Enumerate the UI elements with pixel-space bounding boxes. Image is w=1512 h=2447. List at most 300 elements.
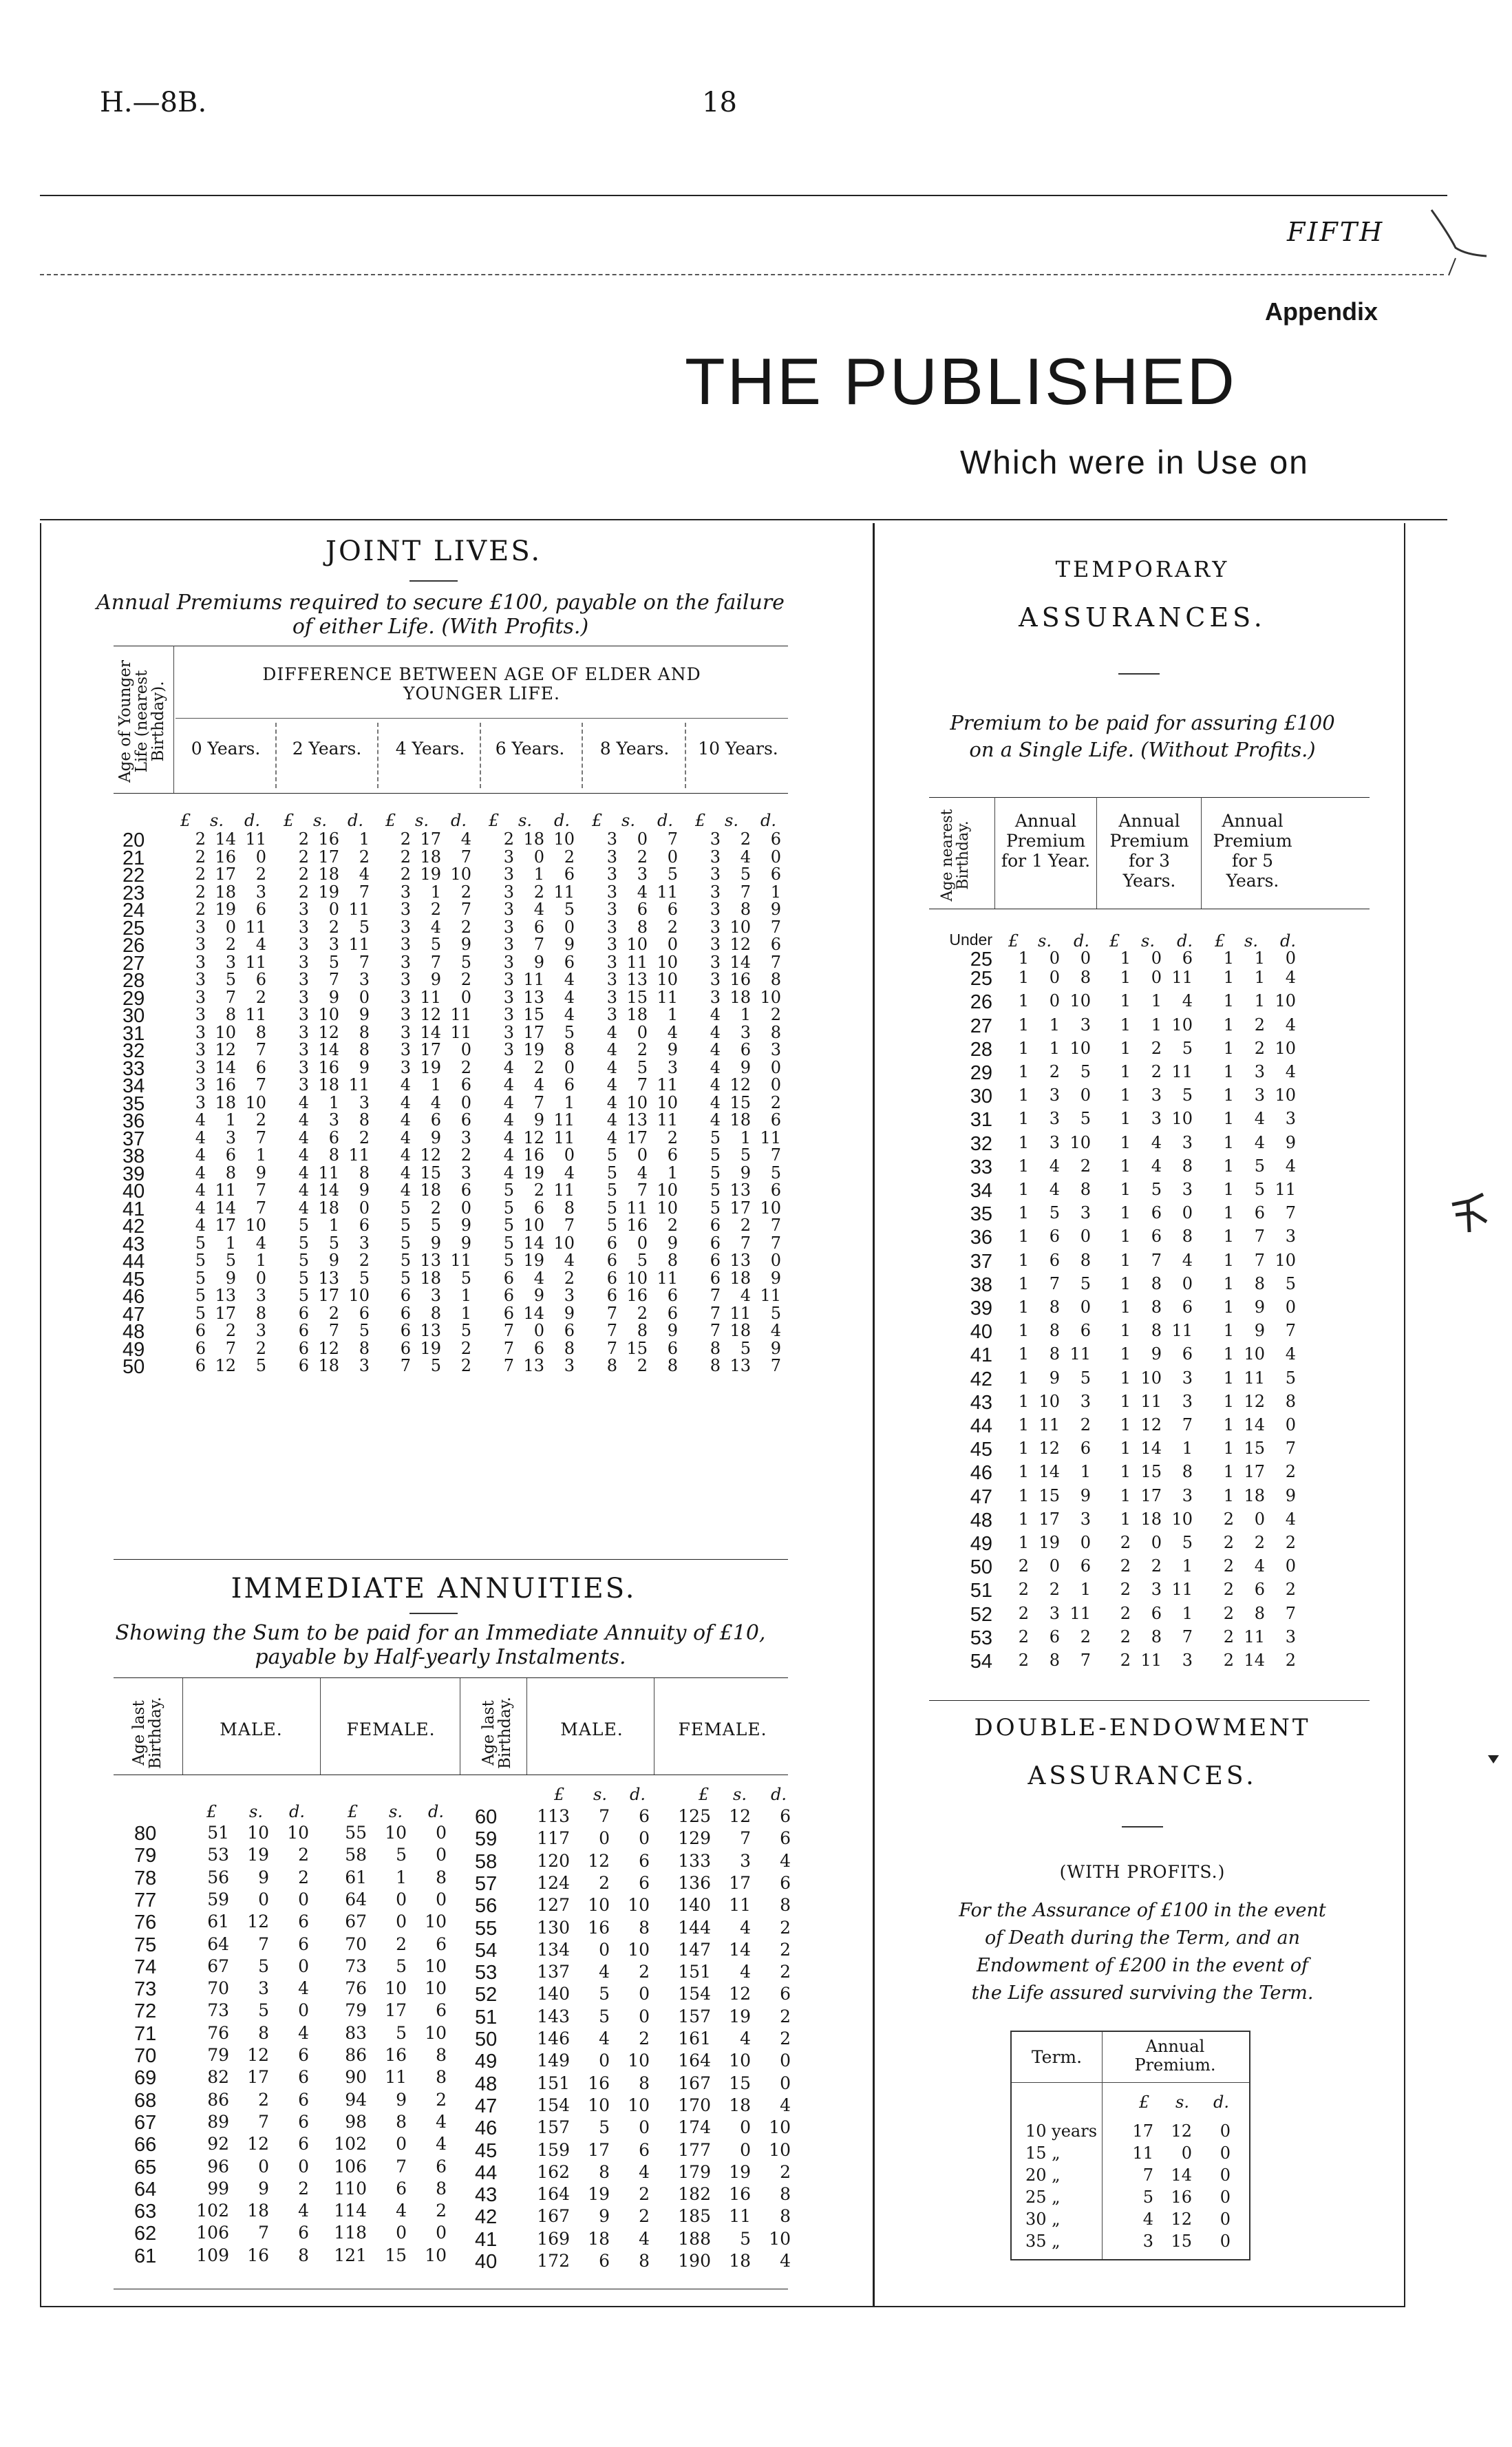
amount-shillings: 12	[247, 1911, 269, 1931]
amount-pounds: 118	[334, 2223, 367, 2243]
amount-shillings: 5	[1254, 1156, 1265, 1176]
amount-pounds: 4	[710, 1040, 721, 1059]
double-term: 15 „	[1025, 2143, 1061, 2163]
amount-shillings: 8	[258, 2023, 269, 2043]
temporary-col-rule	[1201, 797, 1202, 909]
amount-shillings: 7	[740, 1233, 751, 1253]
amount-shillings: 6	[1151, 1203, 1162, 1222]
amount-pence: 4	[780, 2251, 791, 2271]
amount-shillings: 11	[729, 1895, 751, 1915]
amount-pounds: 4	[298, 1110, 309, 1130]
amount-shillings: 6	[1254, 1203, 1265, 1222]
amount-shillings: 7	[637, 1180, 648, 1200]
amount-shillings: 13	[730, 1356, 751, 1375]
amount-pounds: 177	[678, 2140, 711, 2160]
amount-pounds: 1	[1120, 1039, 1131, 1058]
amount-shillings: 5	[396, 1956, 407, 1976]
amount-pounds: 6	[606, 1233, 617, 1253]
unit-pence: d.	[289, 1802, 305, 1821]
right-frame-rule	[1404, 523, 1405, 2306]
amount-shillings: 5	[1254, 1180, 1265, 1199]
amount-shillings: 14	[1039, 1462, 1060, 1481]
amount-shillings: 0	[637, 1233, 648, 1253]
amount-pounds: 1	[1223, 1392, 1234, 1411]
amount-shillings: 17	[215, 1216, 236, 1235]
temporary-top-rule	[929, 797, 1370, 798]
amount-pounds: 5	[710, 1198, 721, 1218]
amount-shillings: 17	[318, 847, 339, 867]
amount-pence: 3	[1080, 1392, 1091, 1411]
amount-pounds: 2	[1223, 1627, 1234, 1646]
amount-pounds: 2	[1120, 1627, 1131, 1646]
amount-pence: 6	[770, 1180, 781, 1200]
amount-shillings: 15	[420, 1163, 441, 1183]
amount-pounds: 6	[298, 1339, 309, 1358]
amount-shillings: 15	[385, 2245, 407, 2265]
double-term: 35 „	[1025, 2232, 1061, 2251]
amount-pounds: 2	[298, 829, 309, 849]
amount-pence: 0	[436, 2223, 447, 2243]
amount-shillings: 7	[637, 1075, 648, 1094]
amount-pence: 10	[553, 1233, 575, 1253]
amount-shillings: 9	[225, 1269, 236, 1288]
joint-age: 44	[123, 1251, 145, 1273]
amount-pence: 1	[667, 1163, 678, 1183]
annuities-male-left: MALE.	[220, 1719, 283, 1739]
annuity-age: 55	[475, 1918, 498, 1940]
amount-pence: 8	[1080, 1180, 1091, 1199]
amount-pounds: 3	[195, 935, 206, 954]
amount-pounds: 3	[298, 988, 309, 1007]
amount-shillings: 9	[258, 2179, 269, 2199]
temporary-age: 53	[970, 1627, 992, 1649]
amount-pence: 0	[1285, 949, 1296, 968]
amount-pounds: 106	[196, 2223, 229, 2243]
amount-pounds: 7	[503, 1339, 514, 1358]
amount-shillings: 17	[1244, 1462, 1265, 1481]
amount-pence: 6	[436, 2000, 447, 2020]
annuity-age: 58	[475, 1851, 498, 1873]
amount-pence: 8	[359, 1040, 370, 1059]
amount-shillings: 7	[1254, 1227, 1265, 1246]
amount-pounds: 5	[710, 1128, 721, 1147]
amount-pence: 4	[564, 1005, 575, 1024]
amount-pounds: 1	[1120, 1109, 1131, 1128]
amount-pence: 0	[667, 935, 678, 954]
amount-pence: 8	[298, 2245, 309, 2265]
amount-shillings: 7	[328, 1321, 339, 1340]
amount-pence: 7	[770, 1145, 781, 1165]
amount-pence: 6	[1080, 1439, 1091, 1458]
amount-shillings: 18	[420, 847, 441, 867]
amount-shillings: 1	[533, 865, 544, 884]
amount-pence: 6	[770, 935, 781, 954]
amount-pounds: 1	[1018, 1486, 1029, 1505]
unit-pound: £	[1109, 931, 1120, 951]
amount-shillings: 6	[1151, 1227, 1162, 1246]
amount-pence: 2	[460, 918, 471, 937]
temporary-caption-1: Premium to be paid for assuring £100	[950, 711, 1335, 734]
amount-pounds: 143	[537, 2006, 570, 2026]
amount-pounds: 3	[606, 1005, 617, 1024]
amount-shillings: 18	[215, 1093, 236, 1112]
amount-pounds: 149	[537, 2051, 570, 2070]
amount-shillings: 16	[215, 847, 236, 867]
temporary-age: 25	[970, 949, 992, 971]
unit-shilling: s.	[518, 811, 532, 830]
amount-pence: 11	[657, 1269, 678, 1288]
amount-pence: 5	[564, 900, 575, 919]
annuity-age: 56	[475, 1895, 498, 1917]
amount-shillings: 5	[1151, 1180, 1162, 1199]
amount-pounds: 6	[298, 1321, 309, 1340]
amount-pounds: 5	[298, 1233, 309, 1253]
joint-diff-header-2: YOUNGER LIFE.	[403, 684, 560, 703]
amount-pounds: 140	[678, 1895, 711, 1915]
amount-pounds: 99	[207, 2179, 229, 2199]
amount-shillings: 2	[533, 1058, 544, 1077]
amount-pence: 4	[1182, 991, 1193, 1010]
amount-pence: 11	[1171, 1062, 1193, 1081]
amount-pounds: 70	[207, 1978, 229, 1998]
amount-pence: 7	[770, 1233, 781, 1253]
amount-pence: 6	[298, 2134, 309, 2154]
amount-pence: 11	[245, 953, 266, 972]
amount-pounds: 1	[1018, 1156, 1029, 1176]
double-term: 25 „	[1025, 2188, 1061, 2207]
amount-shillings: 4	[430, 918, 441, 937]
amount-shillings: 1	[1254, 968, 1265, 987]
amount-pence: 0	[1080, 1085, 1091, 1105]
amount-shillings: 10	[523, 1216, 544, 1235]
amount-shillings: 17	[215, 1304, 236, 1323]
amount-shillings: 18	[588, 2229, 610, 2249]
amount-pence: 4	[436, 2112, 447, 2132]
joint-age: 36	[123, 1110, 145, 1132]
amount-shillings: 9	[430, 970, 441, 989]
amount-pounds: 2	[1223, 1556, 1234, 1576]
amount-shillings: 16	[215, 1075, 236, 1094]
annuity-age: 70	[134, 2045, 157, 2067]
amount-pounds: 1	[1120, 1321, 1131, 1340]
margin-mark-bottom	[1487, 1752, 1500, 1766]
amount-pounds: 2	[1018, 1556, 1029, 1576]
amount-pounds: 3	[710, 829, 721, 849]
amount-shillings: 3	[1049, 1085, 1060, 1105]
temporary-age: 44	[970, 1415, 992, 1437]
amount-pounds: 1	[1120, 968, 1131, 987]
amount-pounds: 5	[195, 1286, 206, 1305]
amount-pounds: 2	[195, 900, 206, 919]
amount-pounds: 4	[710, 1058, 721, 1077]
amount-pounds: 5	[400, 1233, 411, 1253]
amount-pounds: 146	[537, 2028, 570, 2048]
amount-pounds: 1	[1223, 1297, 1234, 1317]
amount-shillings: 12	[730, 935, 751, 954]
amount-pounds: 1	[1120, 1227, 1131, 1246]
amount-shillings: 1	[1151, 1015, 1162, 1035]
annuity-age: 53	[475, 1962, 498, 1984]
amount-shillings: 11	[1244, 1627, 1265, 1646]
amount-shillings: 6	[1049, 1627, 1060, 1646]
amount-shillings: 3	[1049, 1604, 1060, 1623]
amount-pounds: 3	[503, 935, 514, 954]
amount-pence: 6	[667, 1339, 678, 1358]
amount-shillings: 9	[396, 2090, 407, 2110]
amount-pounds: 188	[678, 2229, 711, 2249]
amount-pounds: 5	[710, 1145, 721, 1165]
amount-pounds: 3	[503, 970, 514, 989]
amount-shillings: 4	[396, 2201, 407, 2221]
amount-pounds: 8	[606, 1356, 617, 1375]
amount-pounds: 1	[1018, 1227, 1029, 1246]
amount-pounds: 106	[334, 2157, 367, 2176]
double-term: 30 „	[1025, 2210, 1061, 2229]
temporary-age: 36	[970, 1227, 992, 1249]
amount-pounds: 3	[298, 918, 309, 937]
amount-pence: 3	[255, 1286, 266, 1305]
amount-pounds: 92	[207, 2134, 229, 2154]
amount-pounds: 4	[503, 1075, 514, 1094]
amount-shillings: 17	[730, 1198, 751, 1218]
amount-pounds: 6	[400, 1304, 411, 1323]
amount-pounds: 4	[606, 1128, 617, 1147]
amount-pence: 5	[359, 1321, 370, 1340]
amount-pence: 7	[770, 918, 781, 937]
temporary-age-header: Age nearest Birthday.	[939, 809, 972, 902]
amount-pounds: 3	[400, 1040, 411, 1059]
unit-pence: d.	[1213, 2093, 1229, 2112]
amount-shillings: 17	[1140, 1486, 1162, 1505]
amount-pounds: 3	[298, 1023, 309, 1042]
amount-pence: 10	[1069, 1039, 1091, 1058]
amount-shillings: 4	[599, 1962, 610, 1982]
amount-shillings: 6	[599, 2251, 610, 2271]
amount-pounds: 170	[678, 2095, 711, 2115]
unit-pound: £	[1008, 931, 1019, 951]
amount-shillings: 18	[247, 2201, 269, 2221]
amount-pounds: 86	[207, 2090, 229, 2110]
amount-pence: 6	[780, 1806, 791, 1826]
amount-pence: 0	[298, 2157, 309, 2176]
amount-pence: 2	[298, 2179, 309, 2199]
amount-pounds: 1	[1223, 1344, 1234, 1364]
amount-shillings: 11	[1244, 1368, 1265, 1388]
amount-shillings: 0	[637, 829, 648, 849]
amount-pounds: 1	[1223, 1085, 1234, 1105]
amount-pounds: 4	[298, 1163, 309, 1183]
amount-shillings: 10	[730, 918, 751, 937]
amount-pence: 3	[667, 1058, 678, 1077]
amount-pounds: 1	[1120, 1392, 1131, 1411]
amount-pence: 3	[1182, 1368, 1193, 1388]
joint-age: 45	[123, 1269, 145, 1291]
amount-shillings: 6	[328, 1128, 339, 1147]
amount-shillings: 18	[730, 988, 751, 1007]
amount-pounds: 3	[195, 1040, 206, 1059]
amount-pounds: 174	[678, 2117, 711, 2137]
amount-shillings: 14	[215, 1058, 236, 1077]
amount-pounds: 1	[1120, 1297, 1131, 1317]
amount-pence: 9	[1080, 1486, 1091, 1505]
amount-pence: 6	[780, 1873, 791, 1893]
amount-pounds: 1	[1120, 1344, 1131, 1364]
amount-pence: 0	[436, 1823, 447, 1843]
joint-age: 49	[123, 1339, 145, 1361]
amount-shillings: 6	[1049, 1227, 1060, 1246]
amount-shillings: 2	[328, 1304, 339, 1323]
amount-shillings: 9	[533, 1110, 544, 1130]
amount-shillings: 16	[626, 1286, 648, 1305]
amount-pounds: 64	[345, 1889, 367, 1909]
amount-shillings: 8	[637, 1321, 648, 1340]
amount-shillings: 2	[430, 1198, 441, 1218]
amount-shillings: 2	[1151, 1062, 1162, 1081]
amount-pence: 7	[1285, 1321, 1296, 1340]
amount-pounds: 4	[400, 1110, 411, 1130]
amount-pence: 1	[255, 1251, 266, 1270]
amount-pounds: 5	[606, 1180, 617, 1200]
amount-pounds: 159	[537, 2140, 570, 2160]
unit-pence: d.	[630, 1785, 646, 1804]
temporary-age: 39	[970, 1297, 992, 1320]
amount-pounds: 3	[606, 882, 617, 902]
amount-pence: 0	[1080, 1533, 1091, 1552]
joint-age: 43	[123, 1233, 145, 1256]
amount-shillings: 0	[1049, 949, 1060, 968]
amount-pounds: 4	[606, 1023, 617, 1042]
amount-pence: 3	[359, 1233, 370, 1253]
annuity-age: 61	[134, 2245, 157, 2267]
amount-shillings: 13	[318, 1269, 339, 1288]
amount-pence: 2	[1285, 1533, 1296, 1552]
amount-pence: 11	[1171, 1580, 1193, 1599]
amount-pounds: 5	[503, 1198, 514, 1218]
amount-shillings: 4	[1151, 1156, 1162, 1176]
amount-pence: 8	[667, 1251, 678, 1270]
amount-pence: 2	[667, 1128, 678, 1147]
amount-pence: 6	[639, 1851, 650, 1871]
amount-shillings: 1	[396, 1867, 407, 1887]
amount-pence: 7	[1285, 1203, 1296, 1222]
amount-pounds: 4	[503, 1163, 514, 1183]
amount-pence: 8	[780, 2206, 791, 2226]
amount-pounds: 2	[1223, 1580, 1234, 1599]
amount-shillings: 0	[599, 1940, 610, 1960]
annuity-age: 52	[475, 1984, 498, 2006]
amount-pence: 3	[1285, 1227, 1296, 1246]
temporary-age: 29	[970, 1062, 992, 1084]
amount-pence: 11	[553, 1128, 575, 1147]
temporary-col-rule	[1096, 797, 1097, 909]
amount-shillings: 0	[258, 2157, 269, 2176]
amount-shillings: 11	[1039, 1415, 1060, 1434]
annuity-age: 79	[134, 1845, 157, 1867]
amount-pounds: 6	[400, 1286, 411, 1305]
amount-shillings: 8	[1049, 1321, 1060, 1340]
amount-shillings: 0	[533, 1321, 544, 1340]
amount-shillings: 9	[1254, 1297, 1265, 1317]
unit-pound: £	[348, 1802, 359, 1821]
annuities-caption-1: Showing the Sum to be paid for an Immediate Annuity of £10,	[115, 1621, 766, 1645]
amount-pence: 6	[298, 1911, 309, 1931]
amount-pounds: 7	[710, 1286, 721, 1305]
amount-pounds: 6	[195, 1339, 206, 1358]
amount-shillings: 6	[533, 1198, 544, 1218]
amount-pounds: 4	[195, 1110, 206, 1130]
amount-pence: 10	[1171, 1015, 1193, 1035]
joint-age: 30	[123, 1005, 145, 1027]
double-caption-1: For the Assurance of £100 in the event	[959, 1900, 1326, 1921]
amount-shillings: 7	[396, 2157, 407, 2176]
annuity-age: 72	[134, 2000, 157, 2022]
amount-pounds: 5	[606, 1198, 617, 1218]
temporary-title-rule	[1118, 673, 1160, 675]
amount-pounds: 3	[606, 953, 617, 972]
amount-pounds: 1	[1120, 1015, 1131, 1035]
amount-pounds: 3	[298, 970, 309, 989]
amount-shillings: 0	[637, 1145, 648, 1165]
amount-pence: 2	[460, 1145, 471, 1165]
amount-pounds: 102	[334, 2134, 367, 2154]
amount-shillings: 18	[730, 1110, 751, 1130]
amount-shillings: 8	[1049, 1651, 1060, 1670]
amount-shillings: 15	[1244, 1439, 1265, 1458]
amount-pounds: 4	[606, 1058, 617, 1077]
amount-pounds: 4	[1142, 2210, 1153, 2229]
amount-pounds: 1	[1120, 1274, 1131, 1293]
amount-shillings: 12	[215, 1040, 236, 1059]
amount-shillings: 6	[430, 1110, 441, 1130]
amount-shillings: 0	[396, 2223, 407, 2243]
margin-mark-top	[1428, 206, 1490, 282]
amount-pounds: 2	[195, 847, 206, 867]
annuity-age: 49	[475, 2051, 498, 2073]
amount-shillings: 5	[258, 1956, 269, 1976]
amount-pounds: 7	[606, 1304, 617, 1323]
unit-pound: £	[695, 811, 706, 830]
amount-shillings: 2	[1254, 1533, 1265, 1552]
double-header-rule	[1012, 2082, 1249, 2083]
unit-pound: £	[284, 811, 295, 830]
annuity-age: 66	[134, 2134, 157, 2156]
amount-pence: 8	[1182, 1227, 1193, 1246]
amount-pounds: 4	[710, 1110, 721, 1130]
amount-pence: 11	[245, 1005, 266, 1024]
amount-pence: 4	[1285, 1015, 1296, 1035]
temporary-age: 30	[970, 1085, 992, 1108]
amount-shillings: 17	[385, 2000, 407, 2020]
amount-shillings: 12	[247, 2134, 269, 2154]
amount-pence: 11	[450, 1023, 471, 1042]
amount-pounds: 110	[334, 2179, 367, 2199]
amount-pence: 9	[564, 1304, 575, 1323]
amount-pounds: 1	[1018, 1251, 1029, 1270]
amount-shillings: 5	[328, 953, 339, 972]
amount-pence: 4	[564, 970, 575, 989]
joint-diff-rule	[175, 718, 788, 719]
amount-pence: 9	[1285, 1486, 1296, 1505]
unit-pence: d.	[1280, 931, 1296, 951]
annuities-age-header-left: Age last Birthday.	[130, 1697, 164, 1769]
amount-shillings: 6	[637, 900, 648, 919]
unit-pound: £	[1139, 2093, 1150, 2112]
amount-pence: 0	[1220, 2121, 1231, 2141]
joint-lives-title: JOINT LIVES.	[325, 536, 542, 567]
annuity-age: 51	[475, 2006, 498, 2028]
amount-shillings: 6	[1254, 1580, 1265, 1599]
amount-pence: 2	[564, 847, 575, 867]
